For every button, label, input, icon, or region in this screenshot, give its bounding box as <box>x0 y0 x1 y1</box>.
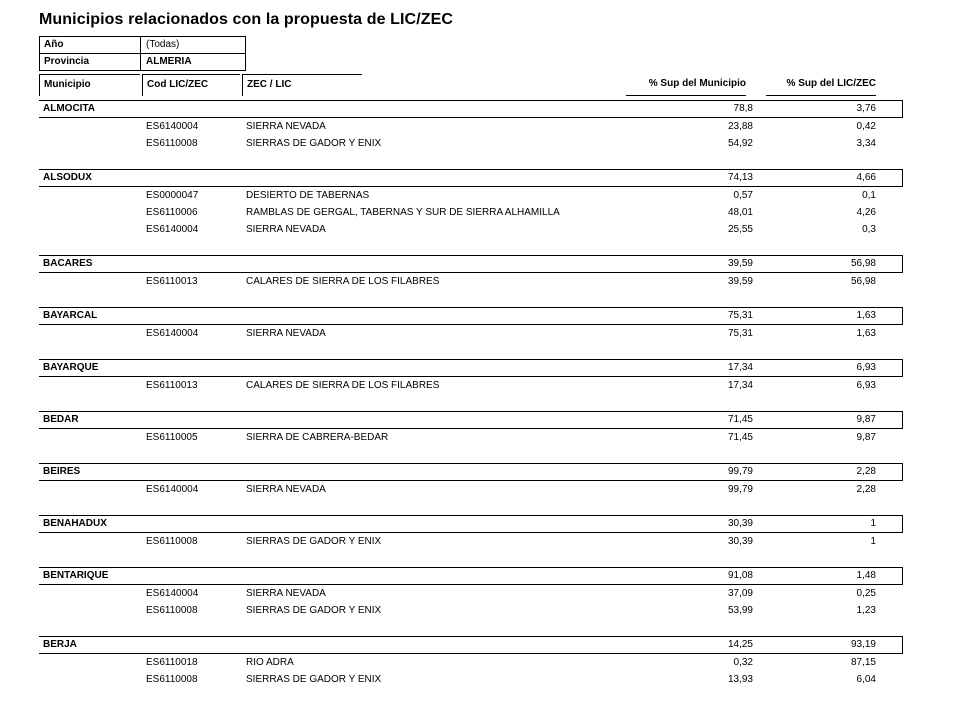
group-pct-lic: 1 <box>870 518 876 529</box>
zec-name: SIERRA NEVADA <box>246 224 326 235</box>
municipio-name: BAYARCAL <box>43 310 98 321</box>
municipio-name: BENAHADUX <box>43 518 107 529</box>
group-row[interactable] <box>39 636 903 654</box>
pct-lic: 2,28 <box>856 484 876 495</box>
group-spacer <box>39 446 903 463</box>
pct-lic: 9,87 <box>856 432 876 443</box>
zec-name: RIO ADRA <box>246 657 294 668</box>
group-pct-lic: 1,48 <box>856 570 876 581</box>
pct-lic: 6,04 <box>856 674 876 685</box>
zec-name: CALARES DE SIERRA DE LOS FILABRES <box>246 276 440 287</box>
pct-lic: 0,3 <box>862 224 876 235</box>
report-body <box>39 100 903 688</box>
pct-municipio: 75,31 <box>727 328 753 339</box>
group-pct-lic: 3,76 <box>856 103 876 114</box>
report-title: Municipios relacionados con la propuesta de LIC/ZEC <box>39 11 454 28</box>
lic-code: ES6140004 <box>146 328 199 339</box>
pct-municipio: 0,57 <box>733 190 753 201</box>
pct-municipio: 17,34 <box>727 380 753 391</box>
group-spacer <box>39 550 903 567</box>
detail-row[interactable] <box>39 585 903 602</box>
col-header-municipio[interactable]: Municipio <box>39 74 140 96</box>
group-pct-municipio: 99,79 <box>727 466 753 477</box>
detail-row[interactable] <box>39 118 903 135</box>
group-pct-municipio: 30,39 <box>727 518 753 529</box>
col-header-pct-lic[interactable]: % Sup del LIC/ZEC <box>766 74 876 96</box>
pct-municipio: 48,01 <box>727 207 753 218</box>
group-row[interactable] <box>39 169 903 187</box>
detail-row[interactable] <box>39 602 903 619</box>
lic-code: ES6140004 <box>146 588 199 599</box>
group-row[interactable] <box>39 411 903 429</box>
zec-name: SIERRA NEVADA <box>246 328 326 339</box>
group-spacer <box>39 152 903 169</box>
group-row[interactable] <box>39 567 903 585</box>
group-pct-municipio: 17,34 <box>727 362 753 373</box>
group-pct-lic: 1,63 <box>856 310 876 321</box>
group-pct-lic: 56,98 <box>850 258 876 269</box>
detail-row[interactable] <box>39 481 903 498</box>
group-row[interactable] <box>39 100 903 118</box>
municipio-name: BERJA <box>43 639 77 650</box>
zec-name: SIERRA NEVADA <box>246 121 326 132</box>
group-pct-lic: 4,66 <box>856 172 876 183</box>
lic-code: ES6140004 <box>146 224 199 235</box>
group-pct-municipio: 91,08 <box>727 570 753 581</box>
pct-municipio: 37,09 <box>727 588 753 599</box>
pct-municipio: 39,59 <box>727 276 753 287</box>
detail-row[interactable] <box>39 204 903 221</box>
group-spacer <box>39 290 903 307</box>
detail-row[interactable] <box>39 533 903 550</box>
group-pct-municipio: 75,31 <box>727 310 753 321</box>
municipio-name: BACARES <box>43 258 93 269</box>
zec-name: CALARES DE SIERRA DE LOS FILABRES <box>246 380 440 391</box>
detail-row[interactable] <box>39 671 903 688</box>
pct-municipio: 13,93 <box>727 674 753 685</box>
zec-name: RAMBLAS DE GERGAL, TABERNAS Y SUR DE SIERRA ALHAMILLA <box>246 207 560 218</box>
zec-name: SIERRAS DE GADOR Y ENIX <box>246 605 382 616</box>
pct-municipio: 30,39 <box>727 536 753 547</box>
group-pct-municipio: 74,13 <box>727 172 753 183</box>
municipio-name: BEIRES <box>43 466 81 477</box>
group-pct-lic: 9,87 <box>856 414 876 425</box>
detail-row[interactable] <box>39 325 903 342</box>
filter-box <box>39 36 246 71</box>
filter-label-year: Año <box>40 37 141 53</box>
detail-row[interactable] <box>39 135 903 152</box>
lic-code: ES6140004 <box>146 121 199 132</box>
filter-value-year[interactable]: (Todas) <box>146 39 180 50</box>
filter-label-province: Provincia <box>40 54 141 70</box>
group-spacer <box>39 394 903 411</box>
group-pct-municipio: 78,8 <box>733 103 753 114</box>
pct-lic: 1,63 <box>856 328 876 339</box>
col-header-zec[interactable]: ZEC / LIC <box>242 74 362 96</box>
detail-row[interactable] <box>39 429 903 446</box>
col-header-pct-municipio[interactable]: % Sup del Municipio <box>626 74 746 96</box>
filter-row-province[interactable] <box>40 53 245 70</box>
zec-name: SIERRAS DE GADOR Y ENIX <box>246 536 382 547</box>
col-header-cod[interactable]: Cod LIC/ZEC <box>142 74 240 96</box>
group-spacer <box>39 238 903 255</box>
group-row[interactable] <box>39 463 903 481</box>
lic-code: ES6110013 <box>146 276 198 287</box>
group-spacer <box>39 342 903 359</box>
lic-code: ES6110005 <box>146 432 198 443</box>
lic-code: ES6110008 <box>146 138 198 149</box>
group-spacer <box>39 498 903 515</box>
group-row[interactable] <box>39 307 903 325</box>
lic-code: ES6110006 <box>146 207 198 218</box>
municipio-name: ALMOCITA <box>43 103 96 114</box>
municipio-name: BEDAR <box>43 414 79 425</box>
pct-municipio: 0,32 <box>733 657 753 668</box>
lic-code: ES6110008 <box>146 536 198 547</box>
pct-lic: 0,42 <box>856 121 876 132</box>
group-pct-lic: 2,28 <box>856 466 876 477</box>
pct-lic: 6,93 <box>856 380 876 391</box>
lic-code: ES6110008 <box>146 674 198 685</box>
pct-municipio: 25,55 <box>727 224 753 235</box>
pct-lic: 1,23 <box>856 605 876 616</box>
detail-row[interactable] <box>39 221 903 238</box>
zec-name: SIERRAS DE GADOR Y ENIX <box>246 138 382 149</box>
pct-lic: 0,1 <box>862 190 876 201</box>
zec-name: DESIERTO DE TABERNAS <box>246 190 370 201</box>
pct-lic: 87,15 <box>850 657 876 668</box>
lic-code: ES6110008 <box>146 605 198 616</box>
pct-lic: 0,25 <box>856 588 876 599</box>
pct-municipio: 23,88 <box>727 121 753 132</box>
municipio-name: BENTARIQUE <box>43 570 109 581</box>
pct-lic: 3,34 <box>856 138 876 149</box>
zec-name: SIERRAS DE GADOR Y ENIX <box>246 674 382 685</box>
group-pct-municipio: 71,45 <box>727 414 753 425</box>
pct-lic: 1 <box>870 536 876 547</box>
group-pct-lic: 93,19 <box>850 639 876 650</box>
group-pct-municipio: 14,25 <box>727 639 753 650</box>
lic-code: ES0000047 <box>146 190 199 201</box>
group-pct-municipio: 39,59 <box>727 258 753 269</box>
group-row[interactable] <box>39 359 903 377</box>
municipio-name: ALSODUX <box>43 172 92 183</box>
detail-row[interactable] <box>39 654 903 671</box>
filter-value-province[interactable]: ALMERIA <box>146 56 192 67</box>
pct-lic: 56,98 <box>850 276 876 287</box>
zec-name: SIERRA NEVADA <box>246 588 326 599</box>
pct-municipio: 71,45 <box>727 432 753 443</box>
detail-row[interactable] <box>39 273 903 290</box>
zec-name: SIERRA DE CABRERA-BEDAR <box>246 432 389 443</box>
lic-code: ES6140004 <box>146 484 199 495</box>
group-row[interactable] <box>39 255 903 273</box>
pct-municipio: 53,99 <box>727 605 753 616</box>
municipio-name: BAYARQUE <box>43 362 99 373</box>
zec-name: SIERRA NEVADA <box>246 484 326 495</box>
group-spacer <box>39 619 903 636</box>
column-header <box>39 74 903 98</box>
detail-row[interactable] <box>39 187 903 204</box>
lic-code: ES6110013 <box>146 380 198 391</box>
pct-municipio: 99,79 <box>727 484 753 495</box>
group-pct-lic: 6,93 <box>856 362 876 373</box>
pct-lic: 4,26 <box>856 207 876 218</box>
detail-row[interactable] <box>39 377 903 394</box>
pct-municipio: 54,92 <box>727 138 753 149</box>
group-row[interactable] <box>39 515 903 533</box>
filter-row-year[interactable] <box>40 37 245 53</box>
lic-code: ES6110018 <box>146 657 198 668</box>
